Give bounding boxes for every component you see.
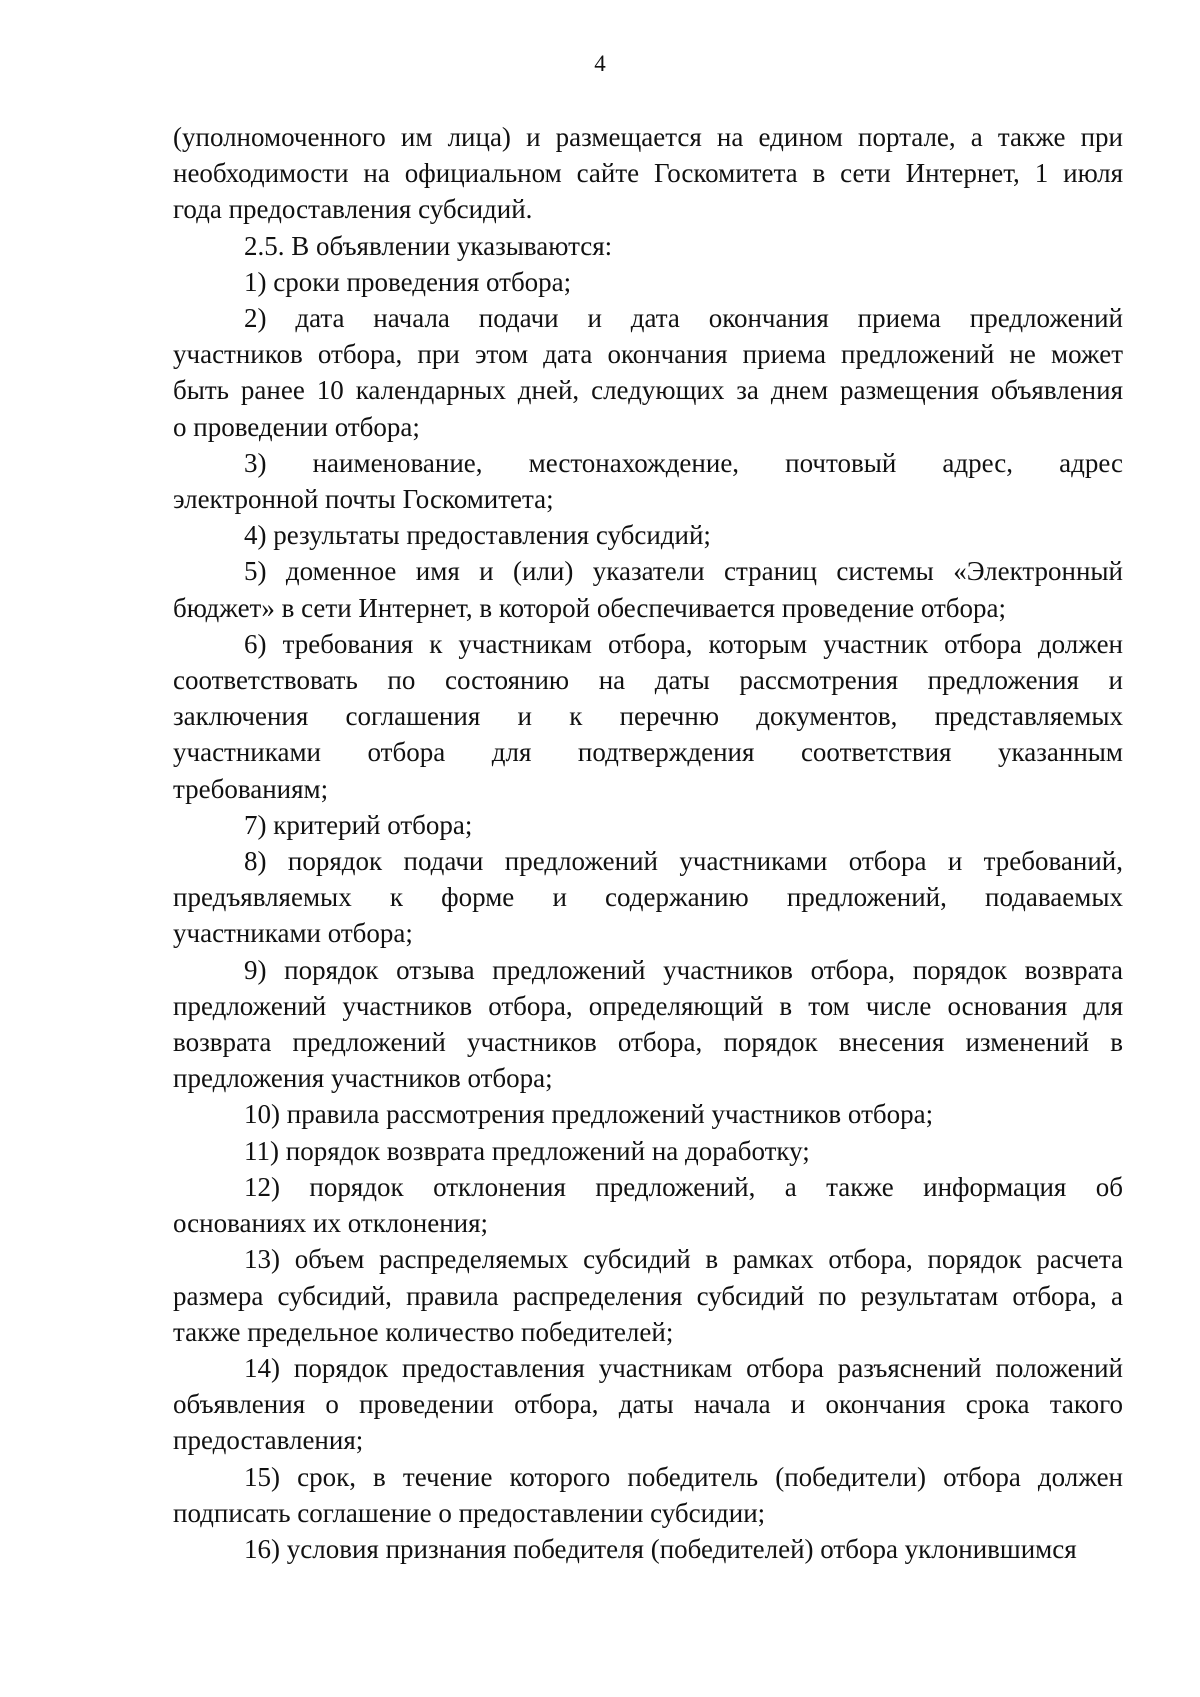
paragraph-line: предъявляемых к форме и содержанию предложений, подаваемых xyxy=(173,882,1123,913)
paragraph-line: 2) дата начала подачи и дата окончания приема предложений xyxy=(244,303,1123,334)
paragraph-line: участников отбора, при этом дата окончания приема предложений не может xyxy=(173,339,1123,370)
paragraph-line: быть ранее 10 календарных дней, следующих за днем размещения объявления xyxy=(173,375,1123,406)
paragraph-line: 13) объем распределяемых субсидий в рамках отбора, порядок расчета xyxy=(244,1244,1123,1275)
paragraph xyxy=(173,843,1123,952)
paragraph-line: предоставления; xyxy=(173,1425,364,1456)
paragraph xyxy=(173,300,1123,445)
document-body xyxy=(173,119,1123,1567)
paragraph-line: предложения участников отбора; xyxy=(173,1063,553,1094)
paragraph-line: соответствовать по состоянию на даты рассмотрения предложения и xyxy=(173,665,1123,696)
paragraph-line: подписать соглашение о предоставлении субсидии; xyxy=(173,1497,766,1528)
paragraph-line: 6) требования к участникам отбора, которым участник отбора должен xyxy=(244,628,1123,659)
paragraph-line: объявления о проведении отбора, даты начала и окончания срока такого xyxy=(173,1389,1123,1420)
paragraph-line: 14) порядок предоставления участникам отбора разъяснений положений xyxy=(244,1352,1123,1383)
paragraph-line: участниками отбора для подтверждения соответствия указанным xyxy=(173,737,1123,768)
paragraph: 11) порядок возврата предложений на доработку; xyxy=(244,1135,810,1166)
paragraph-line: размера субсидий, правила распределения субсидий по результатам отбора, а xyxy=(173,1280,1123,1311)
paragraph xyxy=(173,553,1123,625)
paragraph-line: (уполномоченного им лица) и размещается на едином портале, а также при xyxy=(173,122,1123,152)
paragraph-line: предложений участников отбора, определяющий в том числе основания для xyxy=(173,990,1123,1021)
paragraph xyxy=(173,445,1123,517)
paragraph-line: 12) порядок отклонения предложений, а также информация об xyxy=(244,1171,1123,1202)
page-number: 4 xyxy=(594,51,606,76)
paragraph: 4) результаты предоставления субсидий; xyxy=(244,520,711,551)
paragraph xyxy=(173,626,1123,807)
paragraph xyxy=(173,1169,1123,1241)
paragraph-line: о проведении отбора; xyxy=(173,411,420,442)
paragraph-line: бюджет» в сети Интернет, в которой обеспечивается проведение отбора; xyxy=(173,592,1007,623)
paragraph-line: 8) порядок подачи предложений участниками отбора и требований, xyxy=(244,846,1123,877)
paragraph-line: 3) наименование, местонахождение, почтовый адрес, адрес xyxy=(244,447,1123,478)
paragraph xyxy=(173,119,1123,228)
paragraph-line: 9) порядок отзыва предложений участников отбора, порядок возврата xyxy=(244,954,1123,985)
paragraph-line: участниками отбора; xyxy=(173,918,413,949)
paragraph-line: требованиям; xyxy=(173,773,329,804)
paragraph xyxy=(173,1350,1123,1459)
paragraph-line: необходимости на официальном сайте Госкомитета в сети Интернет, 1 июля xyxy=(173,158,1123,189)
paragraph-line: 5) доменное имя и (или) указатели страниц системы «Электронный xyxy=(244,556,1123,587)
paragraph: 16) условия признания победителя (победителей) отбора уклонившимся xyxy=(244,1533,1077,1564)
paragraph xyxy=(173,952,1123,1097)
paragraph-line: 15) срок, в течение которого победитель (победители) отбора должен xyxy=(244,1461,1123,1492)
paragraph-line: электронной почты Госкомитета; xyxy=(173,484,554,515)
paragraph-line: также предельное количество победителей; xyxy=(173,1316,674,1347)
paragraph-line: возврата предложений участников отбора, порядок внесения изменений в xyxy=(173,1027,1123,1058)
paragraph: 7) критерий отбора; xyxy=(244,809,473,840)
paragraph xyxy=(173,1241,1123,1350)
paragraph: 1) сроки проведения отбора; xyxy=(244,266,572,297)
paragraph-line: заключения соглашения и к перечню документов, представляемых xyxy=(173,701,1123,732)
paragraph: 2.5. В объявлении указываются: xyxy=(244,230,613,261)
paragraph-line: года предоставления субсидий. xyxy=(173,194,533,225)
paragraph: 10) правила рассмотрения предложений участников отбора; xyxy=(244,1099,934,1130)
paragraph xyxy=(173,1459,1123,1531)
paragraph-line: основаниях их отклонения; xyxy=(173,1208,489,1239)
